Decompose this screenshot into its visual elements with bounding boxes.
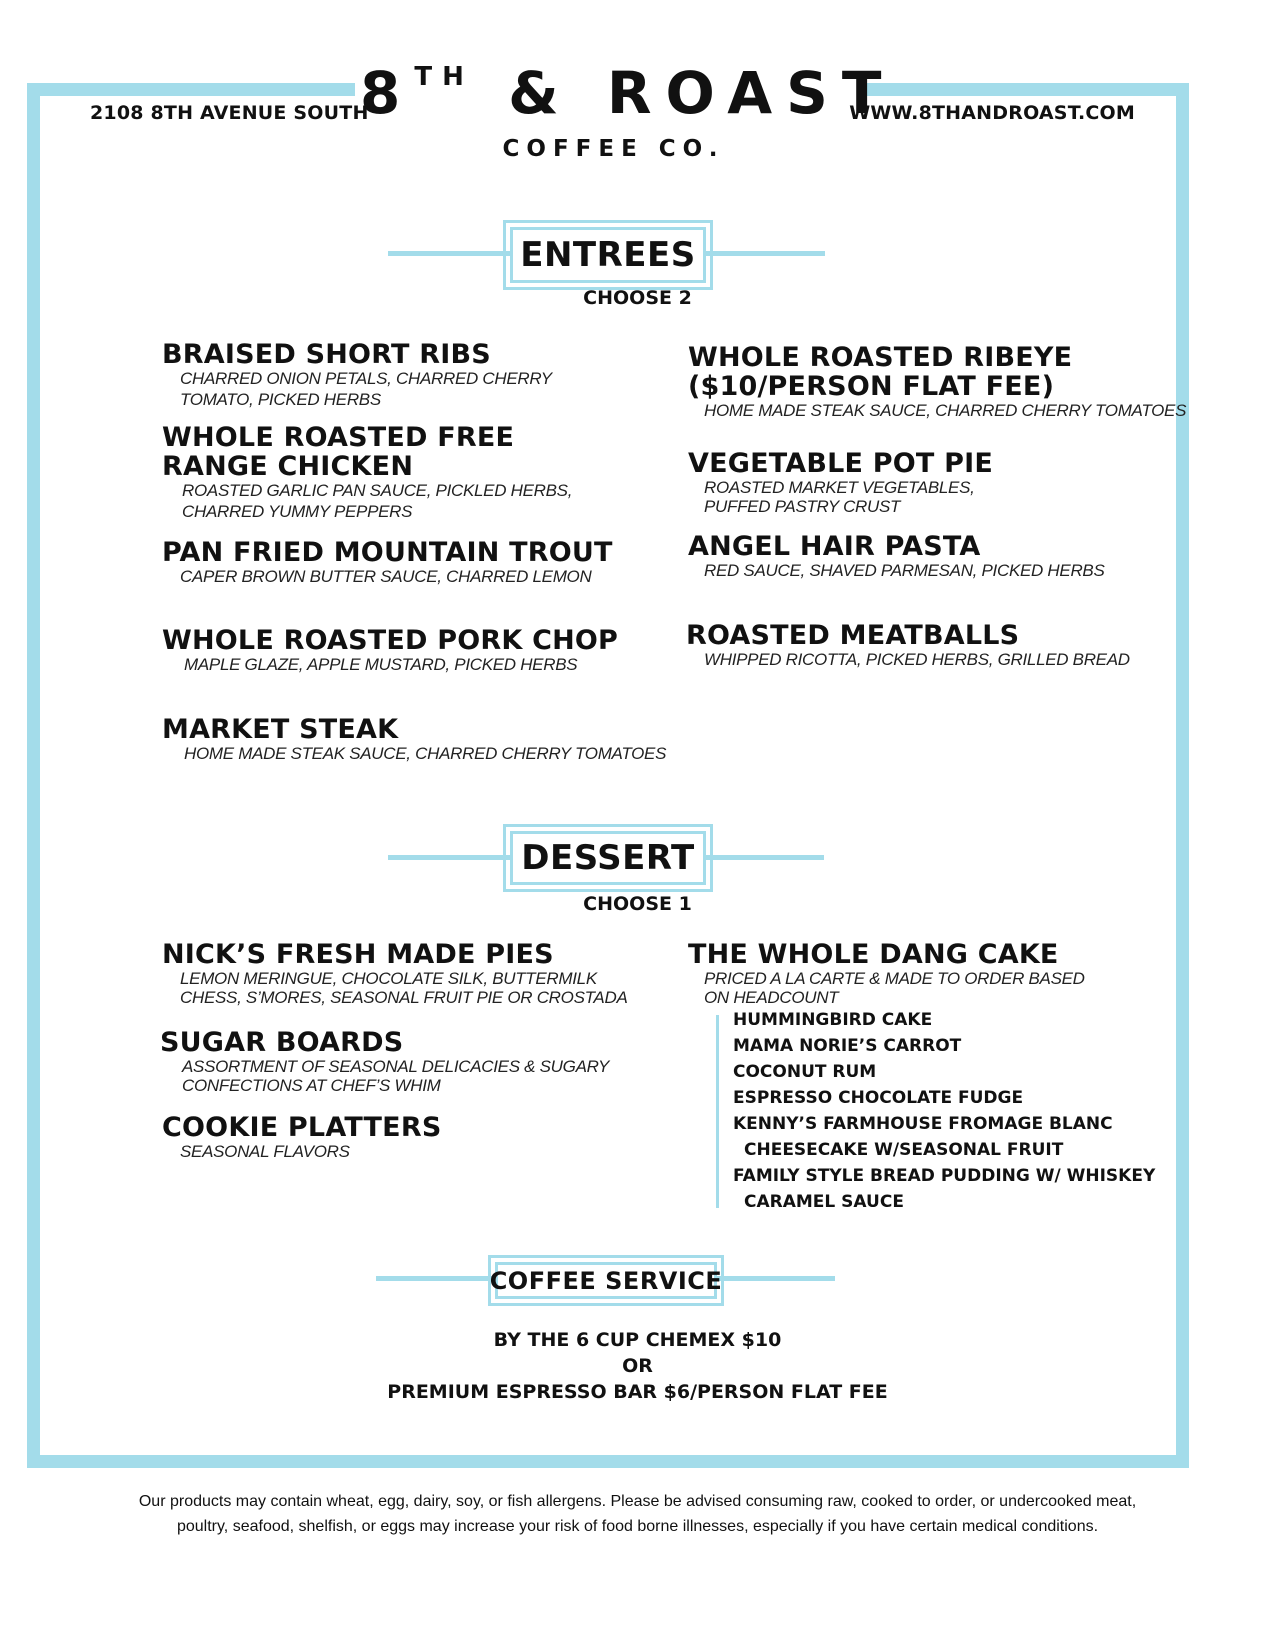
entree-item: ROASTED MEATBALLS WHIPPED RICOTTA, PICKED HERBS, GRILLED BREAD bbox=[686, 620, 1130, 669]
dessert-item: SUGAR BOARDS ASSORTMENT OF SEASONAL DELICACIES & SUGARY CONFECTIONS AT CHEF’S WHIM bbox=[160, 1027, 610, 1095]
coffee-title: COFFEE SERVICE bbox=[489, 1266, 723, 1295]
entree-item: WHOLE ROASTED FREE RANGE CHICKEN ROASTED GARLIC PAN SAUCE, PICKLED HERBS, CHARRED YUMMY PEPPERS bbox=[162, 422, 573, 521]
cake-option: CARAMEL SAUCE bbox=[744, 1192, 904, 1212]
coffee-option-espresso: PREMIUM ESPRESSO BAR $6/PERSON FLAT FEE bbox=[387, 1381, 888, 1403]
address: 2108 8TH AVENUE SOUTH bbox=[90, 102, 369, 124]
coffee-option-or: OR bbox=[622, 1355, 653, 1377]
entrees-heading-box bbox=[510, 227, 706, 283]
frame-bottom bbox=[27, 1455, 1189, 1468]
dessert-item: COOKIE PLATTERS SEASONAL FLAVORS bbox=[162, 1112, 442, 1161]
dessert-title: DESSERT bbox=[521, 838, 695, 878]
frame-top-left bbox=[27, 83, 355, 96]
allergen-disclaimer: Our products may contain wheat, egg, dairy, soy, or fish allergens. Please be advised consuming raw, cooked to order, or undercooked meat, poultry, seafood, shelfish, or eggs may increase your risk of food borne illnesses, especially if you have certain medical conditions. bbox=[138, 1493, 1137, 1535]
cake-option: ESPRESSO CHOCOLATE FUDGE bbox=[733, 1088, 1024, 1108]
logo-wordmark: 8TH & ROAST bbox=[360, 59, 896, 127]
frame-top-right bbox=[858, 83, 1189, 96]
cake-options-list bbox=[733, 1007, 1155, 1215]
entrees-title: ENTREES bbox=[520, 235, 696, 275]
entree-item: VEGETABLE POT PIE ROASTED MARKET VEGETABLES, PUFFED PASTRY CRUST bbox=[688, 448, 994, 516]
dessert-heading-box bbox=[510, 831, 706, 885]
cake-option: KENNY’S FARMHOUSE FROMAGE BLANC bbox=[733, 1114, 1113, 1134]
dessert-choose: CHOOSE 1 bbox=[583, 893, 692, 915]
entree-item: MARKET STEAK HOME MADE STEAK SAUCE, CHARRED CHERRY TOMATOES bbox=[162, 714, 667, 763]
cake-option: MAMA NORIE’S CARROT bbox=[733, 1036, 962, 1056]
coffee-option-chemex: BY THE 6 CUP CHEMEX $10 bbox=[493, 1329, 782, 1351]
cake-option: COCONUT RUM bbox=[733, 1062, 877, 1082]
entree-item: ANGEL HAIR PASTA RED SAUCE, SHAVED PARMESAN, PICKED HERBS bbox=[688, 531, 1105, 580]
logo-subtitle: COFFEE CO. bbox=[502, 136, 725, 162]
cake-option: HUMMINGBIRD CAKE bbox=[733, 1010, 933, 1030]
entree-item: PAN FRIED MOUNTAIN TROUT CAPER BROWN BUTTER SAUCE, CHARRED LEMON bbox=[162, 537, 613, 586]
dessert-item: NICK’S FRESH MADE PIES LEMON MERINGUE, CHOCOLATE SILK, BUTTERMILK CHESS, S’MORES, SEASONAL FRUIT PIE OR CROSTADA bbox=[162, 939, 628, 1007]
dessert-item-cake: THE WHOLE DANG CAKE PRICED A LA CARTE & MADE TO ORDER BASED ON HEADCOUNT bbox=[688, 939, 1085, 1007]
coffee-heading-box bbox=[489, 1262, 723, 1299]
cake-options-bracket bbox=[716, 1015, 719, 1208]
cake-option: CHEESECAKE W/SEASONAL FRUIT bbox=[744, 1140, 1064, 1160]
entree-item: WHOLE ROASTED PORK CHOP MAPLE GLAZE, APPLE MUSTARD, PICKED HERBS bbox=[162, 625, 619, 674]
entree-item: BRAISED SHORT RIBS CHARRED ONION PETALS, CHARRED CHERRY TOMATO, PICKED HERBS bbox=[162, 339, 552, 409]
entrees-choose: CHOOSE 2 bbox=[583, 287, 692, 309]
logo bbox=[360, 59, 896, 162]
website[interactable]: WWW.8THANDROAST.COM bbox=[849, 102, 1135, 124]
cake-option: FAMILY STYLE BREAD PUDDING W/ WHISKEY bbox=[733, 1166, 1156, 1186]
entree-item: WHOLE ROASTED RIBEYE ($10/PERSON FLAT FEE) HOME MADE STEAK SAUCE, CHARRED CHERRY TOMATOES bbox=[688, 342, 1187, 420]
